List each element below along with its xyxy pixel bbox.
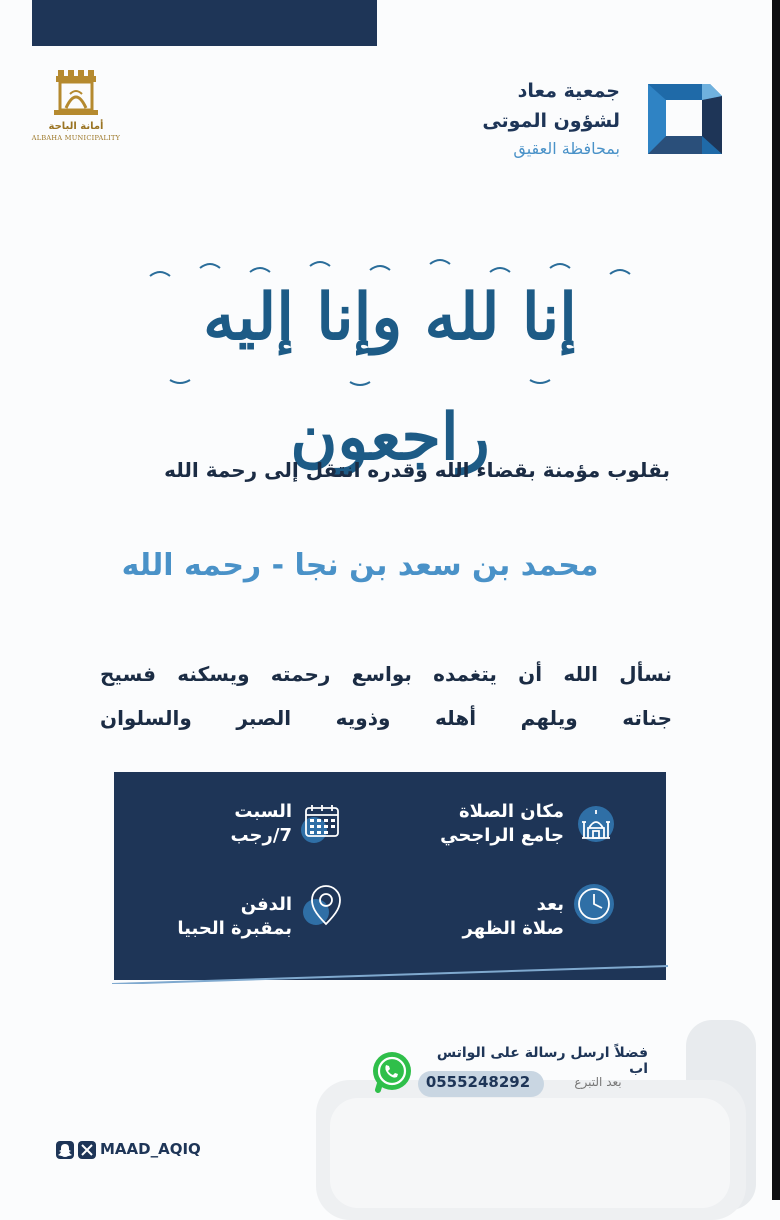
mosque-icon [574,800,618,844]
time-value: صلاة الظهر [462,918,564,939]
whatsapp-label: فضلاً ارسل رسالة على الواتس اب [436,1045,648,1077]
time-block [463,893,565,941]
window-edge [772,0,780,1200]
prayer-place-block [440,800,564,848]
org-name-line1: جمعية معاد [517,80,620,102]
prayer-line-1: نسأل الله أن يتغمده بواسع رحمته ويسكنه فسيح [100,662,672,686]
org-name-line3: بمحافظة العقيق [513,139,620,158]
header-tab [32,0,377,46]
burial-value: بمقبرة الحبيا [177,918,292,939]
phone-number[interactable]: 0555248292 [425,1073,531,1091]
org-name-line2: لشؤون الموتى [482,110,620,132]
burial-block [177,893,292,941]
calendar-icon [300,800,344,844]
location-pin-icon [300,884,344,928]
panel-accent-line [112,962,668,984]
time-title: بعد [536,894,564,915]
municipality-name-ar: أمانة الباحة [48,121,104,132]
prayer-place-title: مكان الصلاة [459,801,564,822]
day-block [231,800,293,848]
whatsapp-icon[interactable] [370,1050,414,1094]
prayer-place-value: جامع الراجحي [440,825,564,846]
day-title: السبت [234,801,292,822]
intro-text: بقلوب مؤمنة بقضاء الله وقدره انتقل إلى رحمة الله [164,458,670,482]
maad-logo-icon [640,76,730,162]
deceased-name: محمد بن سعد بن نجا - رحمه الله [121,548,599,583]
condolence-verse: إنا لله وإنا إليه راجعون [203,280,577,475]
decor-shape [330,1098,730,1208]
burial-title: الدفن [240,894,292,915]
social-handle[interactable]: MAAD_AQIQ [100,1140,201,1158]
snapchat-icon[interactable] [56,1141,74,1159]
day-value: 7/رجب [230,825,292,846]
x-icon[interactable] [78,1141,96,1159]
clock-icon [572,882,616,926]
after-donation-label: بعد التبرع [574,1075,622,1089]
prayer-line-2: جناته ويلهم أهله وذويه الصبر والسلوان [100,706,672,730]
municipality-name-en: ALBAHA MUNICIPALITY [31,134,121,142]
org-name-block [420,76,620,162]
